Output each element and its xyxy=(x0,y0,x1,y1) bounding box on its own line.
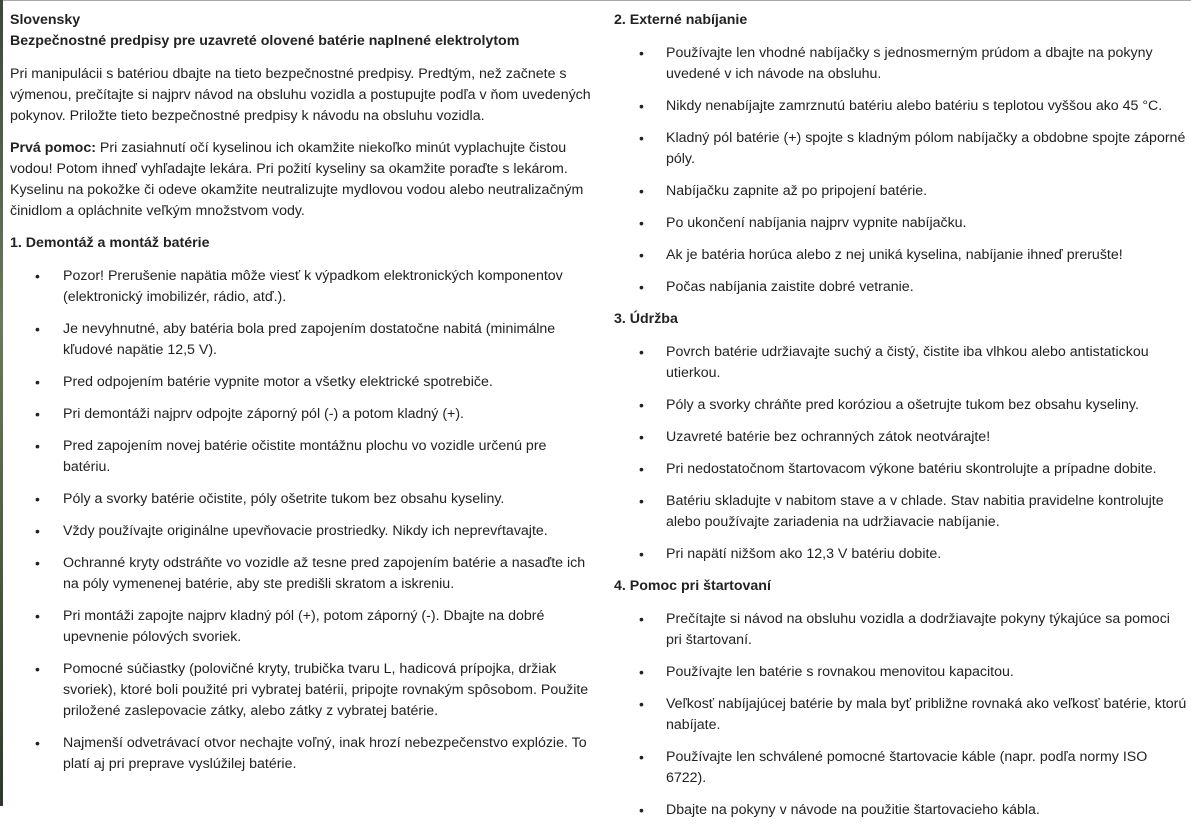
list-item: • Ak je batéria horúca alebo z nej uniká kyselina, nabíjanie ihneď prerušte! xyxy=(614,245,1188,266)
list-item: • Povrch batérie udržiavajte suchý a čistý, čistite iba vlhkou alebo antistatickou utierkou. xyxy=(614,342,1188,384)
first-aid-paragraph xyxy=(10,138,595,222)
list-item: • Pred odpojením batérie vypnite motor a všetky elektrické spotrebiče. xyxy=(10,372,595,393)
list-item: • Prečítajte si návod na obsluhu vozidla a dodržiavajte pokyny týkajúce sa pomoci pri štartovaní. xyxy=(614,609,1188,651)
section-heading: 2. Externé nabíjanie xyxy=(614,12,748,28)
list-item: • Dbajte na pokyny v návode na použitie štartovacieho kábla. xyxy=(614,800,1188,821)
list-item: • Pri montáži zapojte najprv kladný pól (+), potom záporný (-). Dbajte na dobré upevnenie pólových svoriek. xyxy=(10,606,595,648)
bullet-list xyxy=(614,609,1188,821)
left-column xyxy=(10,0,595,786)
list-item: • Pozor! Prerušenie napätia môže viesť k výpadkom elektronických komponentov (elektronický imobilizér, rádio, atď.). xyxy=(10,266,595,308)
bullet-list xyxy=(10,266,595,775)
list-item: • Veľkosť nabíjajúcej batérie by mala byť približne rovnaká ako veľkosť batérie, ktorú nabíjate. xyxy=(614,694,1188,736)
list-item: • Najmenší odvetrávací otvor nechajte voľný, inak hrozí nebezpečenstvo explózie. To platí aj pri preprave vyslúžilej batérie. xyxy=(10,733,595,775)
first-aid-text: Pri zasiahnutí očí kyselinou ich okamžite niekoľko minút vyplachujte čistou vodou! Potom ihneď vyhľadajte lekára. Pri požití kyseliny sa okamžite poraďte s lekárom. Kyselinu na pokožke či odeve okamžite neutralizujte mydlovou vodou alebo neutralizačným činidlom a opláchnite veľkým množstvom vody. xyxy=(10,140,584,219)
bullet-list xyxy=(614,43,1188,298)
list-item: • Používajte len vhodné nabíjačky s jednosmerným prúdom a dbajte na pokyny uvedené v ich návode na obsluhu. xyxy=(614,43,1188,85)
list-item: • Nikdy nenabíjajte zamrznutú batériu alebo batériu s teplotou vyššou ako 45 °C. xyxy=(614,96,1188,117)
list-item: • Nabíjačku zapnite až po pripojení batérie. xyxy=(614,181,1188,202)
language-heading: Slovensky xyxy=(10,12,81,28)
bullet-list xyxy=(614,342,1188,565)
section-maintenance xyxy=(614,309,1188,565)
intro-paragraph: Pri manipulácii s batériou dbajte na tieto bezpečnostné predpisy. Predtým, než začnete s výmenou, prečítajte si najprv návod na obsluhu vozidla a postupujte podľa v ňom uvedených pokynov. Priložte tieto bezpečnostné predpisy k návodu na obsluhu vozidla. xyxy=(10,66,591,124)
list-item: • Ochranné kryty odstráňte vo vozidle až tesne pred zapojením batérie a nasaďte ich na póly vymenenej batérie, aby ste predišli skratom a iskreniu. xyxy=(10,553,595,595)
list-item: • Počas nabíjania zaistite dobré vetranie. xyxy=(614,277,1188,298)
right-column xyxy=(614,0,1188,832)
list-item: • Pri napätí nižšom ako 12,3 V batériu dobite. xyxy=(614,544,1188,565)
list-item: • Pred zapojením novej batérie očistite montážnu plochu vo vozidle určenú pre batériu. xyxy=(10,436,595,478)
list-item: • Póly a svorky batérie očistite, póly ošetrite tukom bez obsahu kyseliny. xyxy=(10,489,595,510)
first-aid-label: Prvá pomoc: xyxy=(10,140,96,156)
left-edge-strip xyxy=(0,0,3,806)
list-item: • Po ukončení nabíjania najprv vypnite nabíjačku. xyxy=(614,213,1188,234)
section-heading: 3. Údržba xyxy=(614,311,678,327)
list-item: • Póly a svorky chráňte pred koróziou a ošetrujte tukom bez obsahu kyseliny. xyxy=(614,395,1188,416)
list-item: • Pri demontáži najprv odpojte záporný pól (-) a potom kladný (+). xyxy=(10,404,595,425)
list-item: • Vždy používajte originálne upevňovacie prostriedky. Nikdy ich neprevŕtavajte. xyxy=(10,521,595,542)
list-item: • Kladný pól batérie (+) spojte s kladným pólom nabíjačky a obdobne spojte záporné póly. xyxy=(614,128,1188,170)
section-heading: 4. Pomoc pri štartovaní xyxy=(614,578,771,594)
list-item: • Používajte len batérie s rovnakou menovitou kapacitou. xyxy=(614,662,1188,683)
section-jump-start xyxy=(614,576,1188,821)
section-removal-installation xyxy=(10,233,595,775)
list-item: • Je nevyhnutné, aby batéria bola pred zapojením dostatočne nabitá (minimálne kľudové napätie 12,5 V). xyxy=(10,319,595,361)
list-item: • Uzavreté batérie bez ochranných zátok neotvárajte! xyxy=(614,427,1188,448)
list-item: • Pri nedostatočnom štartovacom výkone batériu skontrolujte a prípadne dobite. xyxy=(614,459,1188,480)
section-external-charging xyxy=(614,10,1188,298)
list-item: • Batériu skladujte v nabitom stave a v chlade. Stav nabitia pravidelne kontrolujte alebo používajte zariadenia na udržiavacie nabíjanie. xyxy=(614,491,1188,533)
list-item: • Pomocné súčiastky (polovičné kryty, trubička tvaru L, hadicová prípojka, držiak svoriek), ktoré boli použité pri vybratej batérii, pripojte rovnakým spôsobom. Použite priložené zaslepovacie zátky, alebo zátky z vybratej batérie. xyxy=(10,659,595,722)
section-heading: 1. Demontáž a montáž batérie xyxy=(10,235,210,251)
document-title: Bezpečnostné predpisy pre uzavreté olovené batérie naplnené elektrolytom xyxy=(10,33,520,49)
list-item: • Používajte len schválené pomocné štartovacie káble (napr. podľa normy ISO 6722). xyxy=(614,747,1188,789)
